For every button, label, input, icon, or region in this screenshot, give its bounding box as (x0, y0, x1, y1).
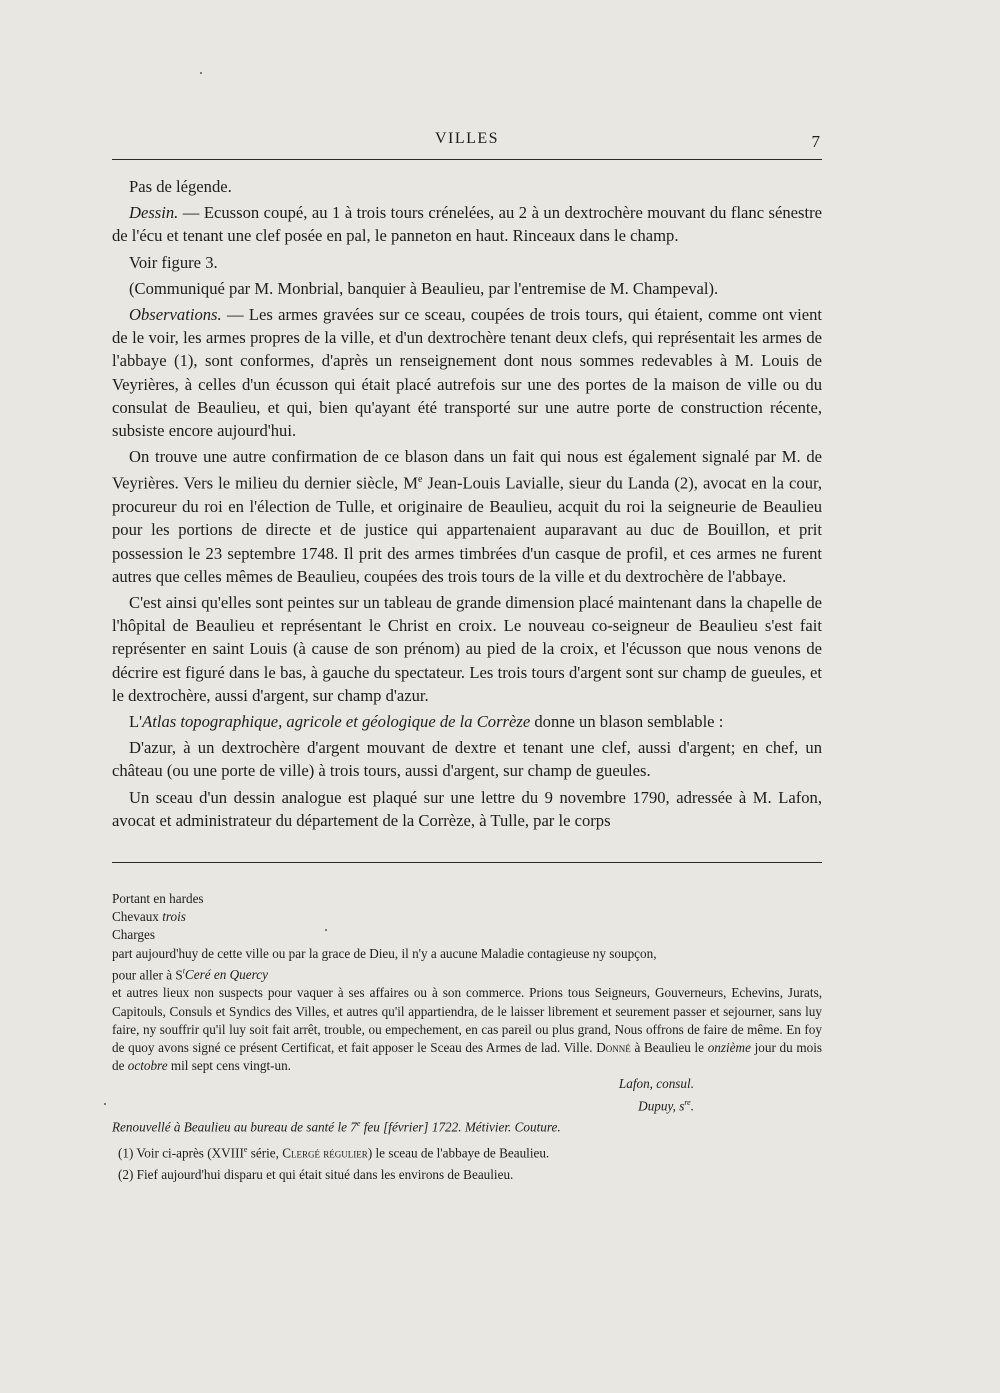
page-number: 7 (811, 132, 820, 151)
signature-dupuy (112, 1094, 822, 1116)
confirmation-sup: e (418, 474, 423, 486)
note-line-chevaux (112, 908, 822, 926)
speck-mark (200, 72, 202, 74)
certificate-b: à Beaulieu le (630, 1040, 708, 1056)
atlas-text-b: donne un blason semblable : (530, 712, 724, 731)
observations-text: — Les armes gravées sur ce sceau, coupées de trois tours, qui étaient, comme ont vient de le voir, les armes propres de la ville, et d'un dextrochère tenant deux clefs, qui représentait les armes de l'abbaye (1), sont conformes, d'après un renseignement dont nous sommes redevables à M. Louis de Veyrières, à celles d'un écusson qui était placé autrefois sur une des portes de la maison de ville ou du consulat de Beaulieu, et qui, bien qu'ayant été transporté sur une autre porte de construction récente, subsiste encore aujourd'hui. (112, 305, 822, 441)
certificate-donne: Donné (596, 1040, 631, 1056)
atlas-text-a: L' (129, 712, 143, 731)
dupuy-name: Dupuy, s (638, 1098, 685, 1114)
paragraph-legend: Pas de légende. (129, 177, 232, 196)
paragraph-communique: (Communiqué par M. Monbrial, banquier à Beaulieu, par l'entremise de M. Champeval). (129, 278, 719, 298)
note-line-part: part aujourd'huy de cette ville ou par la grace de Dieu, il n'y a aucune Maladie contagieuse ny soupçon, (112, 945, 657, 961)
main-text (112, 175, 822, 832)
certificate-month: octobre (127, 1058, 168, 1074)
dupuy-sup: re (684, 1097, 691, 1107)
footnote-1-a: (1) Voir ci-après (XVIII (118, 1145, 244, 1161)
renouvelle-b: feu [février] 1722. Métivier. Couture. (360, 1119, 561, 1135)
chevaux-count: trois (162, 909, 186, 925)
footnote-2: (2) Fief aujourd'hui disparu et qui était situé dans les environs de Beaulieu. (118, 1167, 514, 1183)
note-line-hardes: Portant en hardes (112, 891, 204, 906)
certificate-f: mil sept cens vingt-un. (167, 1058, 291, 1074)
footnote-1-sc: Clergé régulier (282, 1145, 368, 1161)
paragraph-dessin (112, 201, 822, 247)
renouvelle-sup: e (356, 1119, 361, 1129)
atlas-title: Atlas topographique, agricole et géologique de la Corrèze (142, 712, 531, 731)
dupuy-end: . (690, 1098, 694, 1114)
footnote-1-b: série, (247, 1145, 283, 1161)
chevaux-label: Chevaux (112, 909, 163, 925)
speck-mark (325, 929, 327, 931)
destination-b: Ceré en Quercy (184, 967, 268, 983)
speck-mark (104, 1103, 106, 1105)
paragraph-sceau-lettre: Un sceau d'un dessin analogue est plaqué sur une lettre du 9 novembre 1790, adressée à M. Lafon, avocat et administrateur du département de la Corrèze, à Tulle, par le corps (112, 787, 822, 830)
dessin-text: — Ecusson coupé, au 1 à trois tours crénelées, au 2 à un dextrochère mouvant du flanc sénestre de l'écu et tenant une clef posée en pal, le panneton en haut. Rinceaux dans le champ. (112, 203, 822, 246)
note-certificate-body (112, 984, 822, 1075)
paragraph-confirmation (112, 445, 822, 588)
notes-rule (112, 862, 822, 863)
certificate-d: jour du mois de (112, 1040, 822, 1074)
footnote-1-sup: e (243, 1144, 248, 1154)
footnotes (112, 890, 822, 1185)
dessin-label: Dessin. (129, 203, 179, 223)
page-header (112, 128, 822, 158)
certificate-text: et autres lieux non suspects pour vaquer à ses affaires ou à son commerce. Prions tous Seigneurs, Gouverneurs, Echevins, Jurats, Capitouls, Consuls et Syndics des Villes, et autres qu'il appartiendra, de le laisser librement et seurement passer et sejourner, sans luy faire, ny souffrir qu'il luy soit fait arrêt, trouble, ou empechement, en cas pareil ou plus grand, Nous offrons de faire de même. En foy de quoy avons signé ce présent Certificat, et fait apposer le Sceau des Armes de lad. Ville. (112, 985, 822, 1056)
note-line-destination (112, 963, 822, 985)
destination-a: pour aller à S (112, 967, 183, 983)
confirmation-text-a: On trouve une autre confirmation de ce blason dans un fait qui nous est également signalé par M. de Veyrières. Vers le milieu du dernier siècle, M (112, 447, 822, 493)
note-line-charges: Charges (112, 927, 155, 943)
footnote-1-c: ) le sceau de l'abbaye de Beaulieu. (367, 1145, 550, 1161)
paragraph-observations (112, 303, 822, 442)
paragraph-atlas (112, 710, 822, 733)
paragraph-tableau: C'est ainsi qu'elles sont peintes sur un tableau de grande dimension placé maintenant dans la chapelle de l'hôpital de Beaulieu et représentant le Christ en croix. Le nouveau co-seigneur de Beaulieu s'est fait représenter en saint Louis (à cause de son prénom) au pied de la croix, et l'écusson que nous venons de décrire est figuré dans le bas, à gauche du spectateur. Les trois tours d'argent sont sur champ de gueules, et le dextrochère, aussi d'argent, sur champ d'azur. (112, 592, 822, 705)
destination-sup: t (182, 966, 185, 976)
footnote-1 (112, 1141, 822, 1163)
running-title: VILLES (434, 130, 500, 147)
renouvelle-a: Renouvellé à Beaulieu au bureau de santé le 7 (112, 1119, 357, 1135)
signature-lafon: Lafon, consul. (618, 1076, 694, 1092)
certificate-day: onzième (707, 1040, 751, 1056)
paragraph-figure-ref: Voir figure 3. (129, 252, 218, 272)
confirmation-text-b: Jean-Louis Lavialle, sieur du Landa (2), avocat en la cour, procureur du roi en l'élection de Tulle, et originaire de Beaulieu, acquit du roi la seigneurie de Beaulieu pour les portions de directe et de justice qui appartenaient auparavant au duc de Bouillon, et prit possession le 23 septembre 1748. Il prit des armes timbrées d'un casque de profil, et ces armes ne furent autres que celles mêmes de Beaulieu, coupées des trois tours de la ville et du dextrochère de l'abbaye. (112, 473, 823, 586)
paragraph-blason: D'azur, à un dextrochère d'argent mouvant de dextre et tenant une clef, aussi d'argent; en chef, un château (ou une porte de ville) à trois tours, aussi d'argent, sur champ de gueules. (112, 738, 822, 781)
header-rule (112, 159, 822, 160)
note-renouvelle (112, 1115, 822, 1137)
observations-label: Observations. (129, 305, 222, 325)
